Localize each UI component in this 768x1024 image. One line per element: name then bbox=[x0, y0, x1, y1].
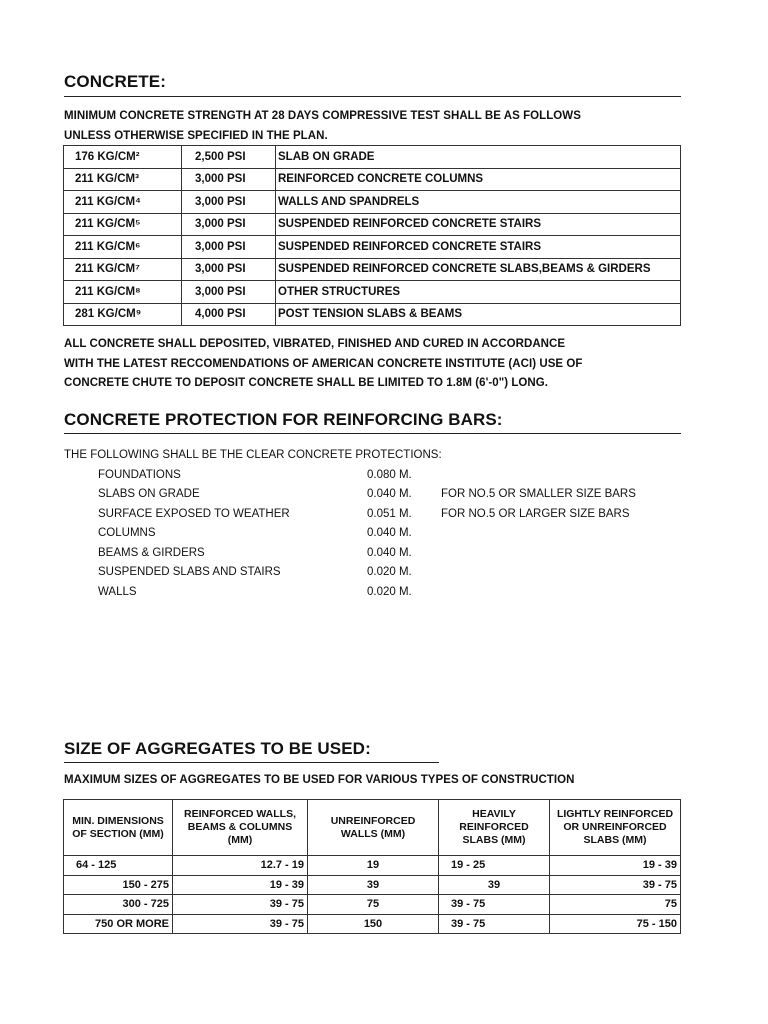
table-cell: 39 - 75 bbox=[173, 914, 308, 934]
table-cell: 150 bbox=[308, 914, 439, 934]
strength-cell: 211 KG/CM³ bbox=[64, 168, 182, 191]
protection-value: 0.080 M. bbox=[367, 468, 412, 481]
protection-note: FOR NO.5 OR LARGER SIZE BARS bbox=[441, 507, 630, 520]
strength-cell: 176 KG/CM² bbox=[64, 146, 182, 169]
table-row bbox=[64, 895, 681, 915]
table-row bbox=[64, 213, 681, 236]
column-header: LIGHTLY REINFORCED OR UNREINFORCED SLABS (MM) bbox=[550, 800, 681, 856]
strength-cell: 211 KG/CM⁶ bbox=[64, 236, 182, 259]
table-cell: 39 - 75 bbox=[439, 895, 550, 915]
protection-note: FOR NO.5 OR SMALLER SIZE BARS bbox=[441, 488, 636, 500]
use-cell: POST TENSION SLABS & BEAMS bbox=[276, 303, 681, 326]
concrete-heading: CONCRETE: bbox=[64, 72, 166, 91]
table-cell: 12.7 - 19 bbox=[173, 856, 308, 876]
list-item bbox=[64, 505, 704, 525]
psi-cell: 3,000 PSI bbox=[182, 168, 276, 191]
list-item bbox=[64, 485, 704, 505]
column-header: UNREINFORCED WALLS (MM) bbox=[308, 800, 439, 856]
protection-intro-text: THE FOLLOWING SHALL BE THE CLEAR CONCRETE PROTECTIONS: bbox=[64, 449, 442, 461]
column-header: MIN. DIMENSIONS OF SECTION (MM) bbox=[64, 800, 173, 856]
use-cell: WALLS AND SPANDRELS bbox=[276, 191, 681, 214]
strength-cell: 211 KG/CM⁷ bbox=[64, 258, 182, 281]
column-header: HEAVILY REINFORCED SLABS (MM) bbox=[439, 800, 550, 856]
use-cell: SUSPENDED REINFORCED CONCRETE SLABS,BEAMS & GIRDERS bbox=[276, 258, 681, 281]
list-item bbox=[64, 563, 704, 583]
psi-cell: 3,000 PSI bbox=[182, 258, 276, 281]
protection-label: WALLS bbox=[98, 585, 137, 598]
concrete-strength-table bbox=[63, 145, 681, 326]
table-row bbox=[64, 856, 681, 876]
table-row bbox=[64, 146, 681, 169]
use-cell: SUSPENDED REINFORCED CONCRETE STAIRS bbox=[276, 236, 681, 259]
strength-cell: 211 KG/CM⁴ bbox=[64, 191, 182, 214]
table-header-row bbox=[64, 800, 681, 856]
table-cell: 19 bbox=[308, 856, 439, 876]
table-row bbox=[64, 303, 681, 326]
table-row bbox=[64, 236, 681, 259]
table-row bbox=[64, 168, 681, 191]
protection-value: 0.040 M. bbox=[367, 546, 412, 559]
table-cell: 750 OR MORE bbox=[64, 914, 173, 934]
psi-cell: 4,000 PSI bbox=[182, 303, 276, 326]
table-cell: 39 - 75 bbox=[173, 895, 308, 915]
concrete-intro-line: MINIMUM CONCRETE STRENGTH AT 28 DAYS COMPRESSIVE TEST SHALL BE AS FOLLOWS bbox=[64, 110, 581, 122]
protection-value: 0.020 M. bbox=[367, 566, 412, 578]
psi-cell: 3,000 PSI bbox=[182, 281, 276, 304]
concrete-intro bbox=[64, 107, 581, 146]
list-item bbox=[64, 583, 704, 603]
table-cell: 39 - 75 bbox=[439, 914, 550, 934]
table-row bbox=[64, 914, 681, 934]
table-row bbox=[64, 191, 681, 214]
table-cell: 19 - 39 bbox=[550, 856, 681, 876]
concrete-note-line: WITH THE LATEST RECCOMENDATIONS OF AMERICAN CONCRETE INSTITUTE (ACI) USE OF bbox=[64, 357, 583, 370]
table-cell: 19 - 39 bbox=[173, 875, 308, 895]
use-cell: SUSPENDED REINFORCED CONCRETE STAIRS bbox=[276, 213, 681, 236]
use-cell: OTHER STRUCTURES bbox=[276, 281, 681, 304]
protection-value: 0.051 M. bbox=[367, 507, 412, 520]
table-cell: 19 - 25 bbox=[439, 856, 550, 876]
protection-heading-rule bbox=[64, 433, 681, 434]
concrete-intro-line: UNLESS OTHERWISE SPECIFIED IN THE PLAN. bbox=[64, 129, 328, 142]
concrete-note-line: ALL CONCRETE SHALL DEPOSITED, VIBRATED, FINISHED AND CURED IN ACCORDANCE bbox=[64, 338, 566, 350]
table-cell: 39 - 75 bbox=[550, 875, 681, 895]
strength-cell: 211 KG/CM⁵ bbox=[64, 213, 182, 236]
protection-label: BEAMS & GIRDERS bbox=[98, 546, 205, 559]
psi-cell: 3,000 PSI bbox=[182, 191, 276, 214]
protection-list bbox=[64, 446, 704, 602]
table-row bbox=[64, 281, 681, 304]
protection-label: SUSPENDED SLABS AND STAIRS bbox=[98, 566, 281, 578]
protection-heading: CONCRETE PROTECTION FOR REINFORCING BARS: bbox=[64, 410, 503, 429]
protection-value: 0.040 M. bbox=[367, 488, 412, 500]
protection-label: SLABS ON GRADE bbox=[98, 488, 200, 500]
column-header: REINFORCED WALLS, BEAMS & COLUMNS (MM) bbox=[173, 800, 308, 856]
protection-label: SURFACE EXPOSED TO WEATHER bbox=[98, 507, 290, 520]
table-cell: 75 - 150 bbox=[550, 914, 681, 934]
concrete-note bbox=[64, 335, 582, 394]
table-cell: 300 - 725 bbox=[64, 895, 173, 915]
list-item bbox=[64, 466, 704, 486]
aggregates-intro-line: MAXIMUM SIZES OF AGGREGATES TO BE USED FOR VARIOUS TYPES OF CONSTRUCTION bbox=[64, 774, 575, 786]
use-cell: SLAB ON GRADE bbox=[276, 146, 681, 169]
psi-cell: 3,000 PSI bbox=[182, 236, 276, 259]
aggregates-intro bbox=[64, 771, 574, 791]
psi-cell: 3,000 PSI bbox=[182, 213, 276, 236]
table-cell: 64 - 125 bbox=[64, 856, 173, 876]
protection-label: COLUMNS bbox=[98, 527, 156, 539]
table-row bbox=[64, 258, 681, 281]
use-cell: REINFORCED CONCRETE COLUMNS bbox=[276, 168, 681, 191]
protection-value: 0.020 M. bbox=[367, 585, 412, 598]
strength-cell: 211 KG/CM⁸ bbox=[64, 281, 182, 304]
aggregates-heading: SIZE OF AGGREGATES TO BE USED: bbox=[64, 739, 371, 758]
table-cell: 75 bbox=[550, 895, 681, 915]
concrete-heading-rule bbox=[64, 96, 681, 97]
protection-value: 0.040 M. bbox=[367, 527, 412, 539]
table-row bbox=[64, 875, 681, 895]
psi-cell: 2,500 PSI bbox=[182, 146, 276, 169]
table-cell: 39 bbox=[308, 875, 439, 895]
strength-cell: 281 KG/CM⁹ bbox=[64, 303, 182, 326]
aggregates-heading-rule bbox=[64, 762, 439, 763]
list-item bbox=[64, 544, 704, 564]
table-cell: 150 - 275 bbox=[64, 875, 173, 895]
table-cell: 75 bbox=[308, 895, 439, 915]
list-item bbox=[64, 524, 704, 544]
protection-label: FOUNDATIONS bbox=[98, 468, 181, 481]
protection-intro bbox=[64, 446, 704, 466]
aggregates-table bbox=[63, 799, 681, 934]
concrete-note-line: CONCRETE CHUTE TO DEPOSIT CONCRETE SHALL BE LIMITED TO 1.8M (6'-0") LONG. bbox=[64, 377, 549, 389]
table-cell: 39 bbox=[439, 875, 550, 895]
